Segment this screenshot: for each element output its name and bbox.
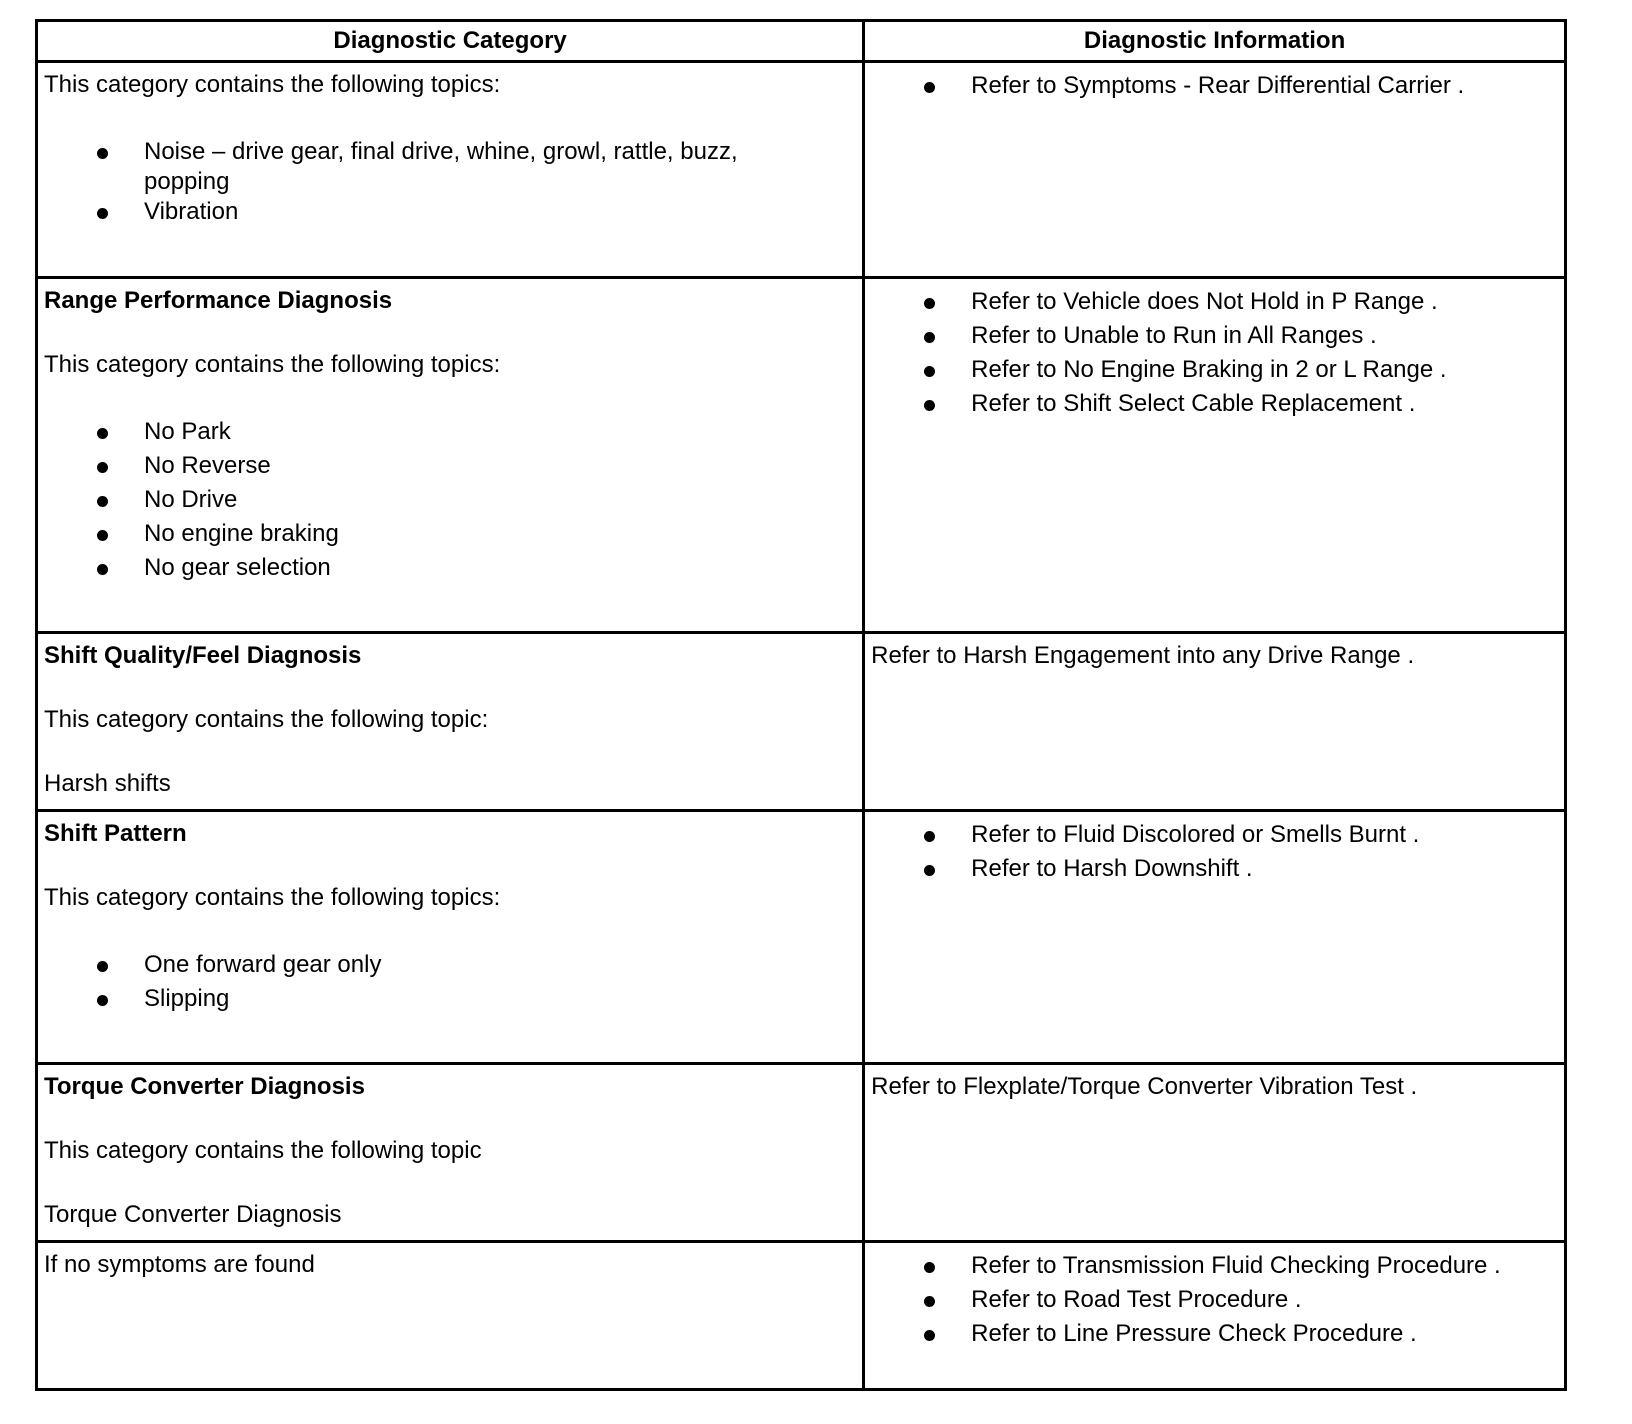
info-link[interactable]: Refer to Harsh Downshift . (971, 855, 1253, 882)
bullet-icon (97, 428, 108, 439)
list-item (44, 519, 856, 553)
table-row (37, 278, 1566, 633)
category-title: Range Performance Diagnosis (44, 287, 393, 314)
information-cell (864, 62, 1566, 278)
list-item (871, 321, 1558, 355)
information-cell (864, 633, 1566, 811)
list-item (871, 287, 1558, 321)
info-link[interactable]: Refer to Vehicle does Not Hold in P Range . (971, 288, 1438, 315)
category-intro: This category contains the following topics: (44, 351, 501, 378)
information-cell (864, 1242, 1566, 1390)
bullet-icon (924, 298, 935, 309)
bullet-icon (97, 208, 108, 219)
category-title: Shift Quality/Feel Diagnosis (44, 642, 362, 669)
bullet-icon (97, 530, 108, 541)
list-item (871, 355, 1558, 389)
bullet-icon (97, 995, 108, 1006)
info-link[interactable]: Refer to Road Test Procedure . (971, 1286, 1302, 1313)
list-item (871, 1251, 1558, 1285)
category-title: Torque Converter Diagnosis (44, 1073, 365, 1100)
topic-text: One forward gear only (144, 951, 382, 978)
info-link[interactable]: Refer to Unable to Run in All Ranges . (971, 322, 1377, 349)
category-intro: This category contains the following topics: (44, 884, 501, 911)
info-link[interactable]: Refer to Line Pressure Check Procedure . (971, 1320, 1417, 1347)
info-link[interactable]: Refer to Symptoms - Rear Differential Carrier . (971, 72, 1465, 99)
header-row (37, 21, 1566, 62)
bullet-icon (924, 865, 935, 876)
information-cell (864, 278, 1566, 633)
list-item (871, 1319, 1558, 1353)
category-intro: This category contains the following topic (44, 1137, 482, 1164)
list-item (44, 950, 856, 984)
bullet-icon (924, 831, 935, 842)
bullet-icon (924, 332, 935, 343)
category-tail: Torque Converter Diagnosis (44, 1201, 342, 1228)
header-category: Diagnostic Category (37, 21, 864, 62)
list-item (871, 1285, 1558, 1319)
category-intro: This category contains the following topic: (44, 706, 489, 733)
table-row (37, 811, 1566, 1064)
bullet-icon (924, 82, 935, 93)
bullet-icon (97, 564, 108, 575)
bullet-icon (924, 1330, 935, 1341)
list-item (44, 417, 856, 451)
list-item (44, 197, 856, 231)
category-cell (37, 62, 864, 278)
table-row (37, 1064, 1566, 1242)
bullet-icon (924, 366, 935, 377)
list-item (871, 71, 1558, 105)
topic-text: No Park (144, 418, 231, 445)
bullet-icon (97, 496, 108, 507)
info-link[interactable]: Refer to Shift Select Cable Replacement . (971, 390, 1416, 417)
info-link[interactable]: Refer to Harsh Engagement into any Drive Range . (871, 642, 1415, 669)
category-tail: Harsh shifts (44, 770, 171, 797)
list-item (44, 553, 856, 587)
topic-text: No gear selection (144, 554, 331, 581)
category-cell (37, 1242, 864, 1390)
bullet-icon (97, 462, 108, 473)
bullet-icon (924, 1296, 935, 1307)
category-cell (37, 811, 864, 1064)
bullet-icon (924, 400, 935, 411)
topic-text: No Reverse (144, 452, 271, 479)
category-title: Shift Pattern (44, 820, 187, 847)
list-item (44, 137, 856, 197)
topic-text: No Drive (144, 486, 238, 513)
info-link[interactable]: Refer to Transmission Fluid Checking Procedure . (971, 1252, 1501, 1279)
info-link[interactable]: Refer to Fluid Discolored or Smells Burnt . (971, 821, 1420, 848)
category-cell (37, 633, 864, 811)
table-row (37, 62, 1566, 278)
info-link[interactable]: Refer to No Engine Braking in 2 or L Range . (971, 356, 1447, 383)
topic-text: No engine braking (144, 520, 339, 547)
header-information: Diagnostic Information (864, 21, 1566, 62)
category-cell (37, 278, 864, 633)
list-item (871, 854, 1558, 888)
table-row (37, 1242, 1566, 1390)
list-item (44, 984, 856, 1018)
info-link[interactable]: Refer to Flexplate/Torque Converter Vibration Test . (871, 1073, 1418, 1100)
topic-text: Noise – drive gear, final drive, whine, growl, rattle, buzz, popping (144, 138, 738, 195)
table-row (37, 633, 1566, 811)
list-item (44, 485, 856, 519)
category-intro: This category contains the following topics: (44, 71, 501, 98)
category-intro: If no symptoms are found (44, 1251, 315, 1278)
bullet-icon (924, 1262, 935, 1273)
topic-text: Slipping (144, 985, 230, 1012)
bullet-icon (97, 961, 108, 972)
list-item (871, 389, 1558, 423)
information-cell (864, 811, 1566, 1064)
diagnostic-table (35, 19, 1567, 1391)
category-cell (37, 1064, 864, 1242)
list-item (871, 820, 1558, 854)
information-cell (864, 1064, 1566, 1242)
bullet-icon (97, 148, 108, 159)
list-item (44, 451, 856, 485)
topic-text: Vibration (144, 198, 239, 225)
